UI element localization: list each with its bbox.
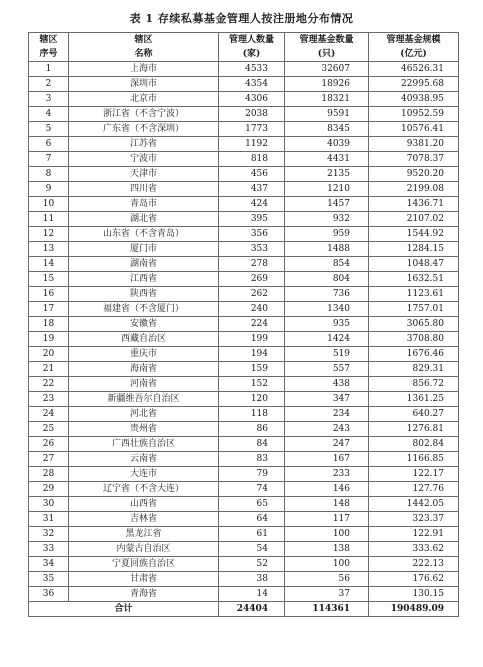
cell-index: 3 bbox=[29, 92, 69, 107]
cell-region-name: 浙江省（不含宁波） bbox=[69, 107, 219, 122]
cell-region-name: 广西壮族自治区 bbox=[69, 437, 219, 452]
table-row bbox=[29, 167, 459, 182]
cell-fund-count: 1210 bbox=[285, 182, 369, 197]
cell-fund-count: 247 bbox=[285, 437, 369, 452]
cell-region-name: 深圳市 bbox=[69, 77, 219, 92]
cell-fund-scale: 1284.15 bbox=[369, 242, 459, 257]
cell-fund-count: 146 bbox=[285, 482, 369, 497]
table-row bbox=[29, 227, 459, 242]
table-row bbox=[29, 542, 459, 557]
table-row bbox=[29, 347, 459, 362]
cell-index: 28 bbox=[29, 467, 69, 482]
cell-index: 13 bbox=[29, 242, 69, 257]
cell-manager-count: 79 bbox=[219, 467, 285, 482]
cell-manager-count: 65 bbox=[219, 497, 285, 512]
cell-fund-scale: 1757.01 bbox=[369, 302, 459, 317]
cell-region-name: 云南省 bbox=[69, 452, 219, 467]
cell-index: 12 bbox=[29, 227, 69, 242]
cell-manager-count: 194 bbox=[219, 347, 285, 362]
cell-manager-count: 54 bbox=[219, 542, 285, 557]
cell-fund-count: 1457 bbox=[285, 197, 369, 212]
cell-manager-count: 269 bbox=[219, 272, 285, 287]
cell-fund-scale: 176.62 bbox=[369, 572, 459, 587]
cell-index: 36 bbox=[29, 587, 69, 602]
table-row bbox=[29, 77, 459, 92]
cell-region-name: 内蒙古自治区 bbox=[69, 542, 219, 557]
distribution-table bbox=[28, 32, 459, 617]
cell-fund-scale: 1676.46 bbox=[369, 347, 459, 362]
cell-fund-count: 854 bbox=[285, 257, 369, 272]
cell-fund-scale: 9520.20 bbox=[369, 167, 459, 182]
cell-index: 16 bbox=[29, 287, 69, 302]
cell-fund-count: 9591 bbox=[285, 107, 369, 122]
header-row-1 bbox=[29, 33, 459, 48]
cell-index: 25 bbox=[29, 422, 69, 437]
cell-fund-count: 167 bbox=[285, 452, 369, 467]
cell-region-name: 湖北省 bbox=[69, 212, 219, 227]
total-manager-count: 24404 bbox=[219, 602, 285, 617]
cell-manager-count: 4306 bbox=[219, 92, 285, 107]
table-row bbox=[29, 332, 459, 347]
header-funds-line2: (只) bbox=[285, 47, 369, 62]
cell-region-name: 江苏省 bbox=[69, 137, 219, 152]
cell-fund-scale: 1276.81 bbox=[369, 422, 459, 437]
table-row bbox=[29, 482, 459, 497]
cell-region-name: 宁波市 bbox=[69, 152, 219, 167]
cell-index: 33 bbox=[29, 542, 69, 557]
cell-index: 1 bbox=[29, 62, 69, 77]
cell-index: 14 bbox=[29, 257, 69, 272]
table-row bbox=[29, 587, 459, 602]
table-row bbox=[29, 557, 459, 572]
table-row bbox=[29, 122, 459, 137]
cell-fund-count: 519 bbox=[285, 347, 369, 362]
cell-fund-scale: 10576.41 bbox=[369, 122, 459, 137]
table-header bbox=[29, 33, 459, 62]
cell-region-name: 青岛市 bbox=[69, 197, 219, 212]
table-row bbox=[29, 197, 459, 212]
total-fund-scale: 190489.09 bbox=[369, 602, 459, 617]
cell-fund-count: 347 bbox=[285, 392, 369, 407]
cell-manager-count: 1773 bbox=[219, 122, 285, 137]
cell-fund-count: 959 bbox=[285, 227, 369, 242]
cell-fund-scale: 10952.59 bbox=[369, 107, 459, 122]
cell-region-name: 河南省 bbox=[69, 377, 219, 392]
cell-manager-count: 424 bbox=[219, 197, 285, 212]
cell-manager-count: 456 bbox=[219, 167, 285, 182]
table-row bbox=[29, 452, 459, 467]
table-row bbox=[29, 287, 459, 302]
cell-region-name: 贵州省 bbox=[69, 422, 219, 437]
table-row bbox=[29, 422, 459, 437]
cell-region-name: 安徽省 bbox=[69, 317, 219, 332]
cell-index: 8 bbox=[29, 167, 69, 182]
cell-manager-count: 4354 bbox=[219, 77, 285, 92]
cell-manager-count: 38 bbox=[219, 572, 285, 587]
cell-region-name: 西藏自治区 bbox=[69, 332, 219, 347]
cell-fund-scale: 7078.37 bbox=[369, 152, 459, 167]
table-row bbox=[29, 497, 459, 512]
cell-fund-count: 438 bbox=[285, 377, 369, 392]
cell-index: 2 bbox=[29, 77, 69, 92]
cell-index: 10 bbox=[29, 197, 69, 212]
cell-index: 7 bbox=[29, 152, 69, 167]
table-row bbox=[29, 182, 459, 197]
cell-fund-count: 148 bbox=[285, 497, 369, 512]
cell-fund-count: 234 bbox=[285, 407, 369, 422]
cell-fund-scale: 640.27 bbox=[369, 407, 459, 422]
total-label: 合计 bbox=[29, 602, 219, 617]
cell-fund-scale: 2199.08 bbox=[369, 182, 459, 197]
table-row bbox=[29, 212, 459, 227]
cell-fund-count: 557 bbox=[285, 362, 369, 377]
cell-index: 35 bbox=[29, 572, 69, 587]
cell-fund-count: 736 bbox=[285, 287, 369, 302]
cell-region-name: 天津市 bbox=[69, 167, 219, 182]
cell-manager-count: 278 bbox=[219, 257, 285, 272]
cell-manager-count: 395 bbox=[219, 212, 285, 227]
cell-region-name: 辽宁省（不含大连） bbox=[69, 482, 219, 497]
cell-fund-count: 100 bbox=[285, 557, 369, 572]
cell-fund-scale: 1442.05 bbox=[369, 497, 459, 512]
cell-fund-scale: 1123.61 bbox=[369, 287, 459, 302]
table-row bbox=[29, 572, 459, 587]
cell-manager-count: 353 bbox=[219, 242, 285, 257]
cell-index: 5 bbox=[29, 122, 69, 137]
table-title: 表 1 存续私募基金管理人按注册地分布情况 bbox=[129, 12, 354, 25]
cell-manager-count: 1192 bbox=[219, 137, 285, 152]
header-row-2 bbox=[29, 47, 459, 62]
header-funds-line1: 管理基金数量 bbox=[285, 33, 369, 48]
cell-region-name: 福建省（不含厦门） bbox=[69, 302, 219, 317]
cell-index: 18 bbox=[29, 317, 69, 332]
cell-index: 24 bbox=[29, 407, 69, 422]
cell-region-name: 山西省 bbox=[69, 497, 219, 512]
cell-fund-count: 804 bbox=[285, 272, 369, 287]
table-body bbox=[29, 62, 459, 617]
cell-index: 15 bbox=[29, 272, 69, 287]
cell-region-name: 吉林省 bbox=[69, 512, 219, 527]
cell-manager-count: 159 bbox=[219, 362, 285, 377]
cell-index: 27 bbox=[29, 452, 69, 467]
cell-fund-count: 2135 bbox=[285, 167, 369, 182]
cell-manager-count: 4533 bbox=[219, 62, 285, 77]
table-row bbox=[29, 377, 459, 392]
cell-fund-scale: 46526.31 bbox=[369, 62, 459, 77]
cell-fund-count: 935 bbox=[285, 317, 369, 332]
cell-manager-count: 52 bbox=[219, 557, 285, 572]
table-row bbox=[29, 272, 459, 287]
cell-region-name: 大连市 bbox=[69, 467, 219, 482]
cell-fund-scale: 9381.20 bbox=[369, 137, 459, 152]
cell-fund-scale: 333.62 bbox=[369, 542, 459, 557]
cell-fund-scale: 3708.80 bbox=[369, 332, 459, 347]
header-scale-line2: (亿元) bbox=[369, 47, 459, 62]
cell-fund-scale: 829.31 bbox=[369, 362, 459, 377]
cell-region-name: 山东省（不含青岛） bbox=[69, 227, 219, 242]
cell-index: 22 bbox=[29, 377, 69, 392]
cell-fund-scale: 3065.80 bbox=[369, 317, 459, 332]
cell-fund-scale: 2107.02 bbox=[369, 212, 459, 227]
cell-region-name: 河北省 bbox=[69, 407, 219, 422]
cell-fund-count: 4039 bbox=[285, 137, 369, 152]
table-row bbox=[29, 512, 459, 527]
cell-region-name: 北京市 bbox=[69, 92, 219, 107]
cell-index: 29 bbox=[29, 482, 69, 497]
table-row bbox=[29, 527, 459, 542]
cell-index: 17 bbox=[29, 302, 69, 317]
table-row bbox=[29, 92, 459, 107]
cell-region-name: 厦门市 bbox=[69, 242, 219, 257]
cell-fund-scale: 1361.25 bbox=[369, 392, 459, 407]
cell-manager-count: 86 bbox=[219, 422, 285, 437]
cell-region-name: 陕西省 bbox=[69, 287, 219, 302]
cell-region-name: 江西省 bbox=[69, 272, 219, 287]
cell-region-name: 黑龙江省 bbox=[69, 527, 219, 542]
header-name-line2: 名称 bbox=[69, 47, 219, 62]
header-managers-line2: (家) bbox=[219, 47, 285, 62]
cell-manager-count: 262 bbox=[219, 287, 285, 302]
cell-region-name: 海南省 bbox=[69, 362, 219, 377]
cell-fund-count: 117 bbox=[285, 512, 369, 527]
cell-fund-count: 56 bbox=[285, 572, 369, 587]
cell-index: 31 bbox=[29, 512, 69, 527]
cell-fund-count: 100 bbox=[285, 527, 369, 542]
cell-fund-count: 138 bbox=[285, 542, 369, 557]
cell-fund-count: 18926 bbox=[285, 77, 369, 92]
cell-region-name: 甘肃省 bbox=[69, 572, 219, 587]
total-fund-count: 114361 bbox=[285, 602, 369, 617]
cell-index: 20 bbox=[29, 347, 69, 362]
cell-fund-scale: 127.76 bbox=[369, 482, 459, 497]
table-row bbox=[29, 437, 459, 452]
cell-manager-count: 356 bbox=[219, 227, 285, 242]
cell-fund-count: 37 bbox=[285, 587, 369, 602]
cell-fund-scale: 802.84 bbox=[369, 437, 459, 452]
cell-fund-scale: 40938.95 bbox=[369, 92, 459, 107]
header-scale-line1: 管理基金规模 bbox=[369, 33, 459, 48]
cell-manager-count: 74 bbox=[219, 482, 285, 497]
cell-manager-count: 240 bbox=[219, 302, 285, 317]
cell-region-name: 新疆维吾尔自治区 bbox=[69, 392, 219, 407]
cell-index: 6 bbox=[29, 137, 69, 152]
cell-manager-count: 437 bbox=[219, 182, 285, 197]
cell-fund-count: 1340 bbox=[285, 302, 369, 317]
cell-index: 9 bbox=[29, 182, 69, 197]
cell-index: 11 bbox=[29, 212, 69, 227]
cell-region-name: 重庆市 bbox=[69, 347, 219, 362]
cell-manager-count: 2038 bbox=[219, 107, 285, 122]
cell-fund-count: 1488 bbox=[285, 242, 369, 257]
cell-fund-scale: 1436.71 bbox=[369, 197, 459, 212]
cell-fund-scale: 22995.68 bbox=[369, 77, 459, 92]
cell-region-name: 湖南省 bbox=[69, 257, 219, 272]
cell-fund-scale: 222.13 bbox=[369, 557, 459, 572]
cell-index: 19 bbox=[29, 332, 69, 347]
table-row bbox=[29, 242, 459, 257]
cell-fund-scale: 1544.92 bbox=[369, 227, 459, 242]
cell-manager-count: 84 bbox=[219, 437, 285, 452]
cell-fund-count: 8345 bbox=[285, 122, 369, 137]
cell-fund-count: 243 bbox=[285, 422, 369, 437]
table-row bbox=[29, 257, 459, 272]
cell-manager-count: 199 bbox=[219, 332, 285, 347]
cell-manager-count: 64 bbox=[219, 512, 285, 527]
cell-manager-count: 818 bbox=[219, 152, 285, 167]
cell-fund-scale: 1048.47 bbox=[369, 257, 459, 272]
cell-fund-count: 932 bbox=[285, 212, 369, 227]
table-row bbox=[29, 137, 459, 152]
cell-fund-scale: 856.72 bbox=[369, 377, 459, 392]
table-row bbox=[29, 467, 459, 482]
cell-fund-count: 4431 bbox=[285, 152, 369, 167]
cell-fund-scale: 1166.85 bbox=[369, 452, 459, 467]
cell-fund-scale: 122.17 bbox=[369, 467, 459, 482]
cell-fund-count: 18321 bbox=[285, 92, 369, 107]
cell-manager-count: 224 bbox=[219, 317, 285, 332]
header-name-line1: 辖区 bbox=[69, 33, 219, 48]
cell-index: 26 bbox=[29, 437, 69, 452]
cell-index: 34 bbox=[29, 557, 69, 572]
table-row bbox=[29, 362, 459, 377]
table-row bbox=[29, 152, 459, 167]
cell-fund-scale: 130.15 bbox=[369, 587, 459, 602]
cell-index: 30 bbox=[29, 497, 69, 512]
cell-index: 32 bbox=[29, 527, 69, 542]
table-row bbox=[29, 107, 459, 122]
table-row bbox=[29, 317, 459, 332]
table-row bbox=[29, 302, 459, 317]
cell-manager-count: 83 bbox=[219, 452, 285, 467]
cell-region-name: 青海省 bbox=[69, 587, 219, 602]
cell-region-name: 广东省（不含深圳） bbox=[69, 122, 219, 137]
cell-index: 23 bbox=[29, 392, 69, 407]
cell-manager-count: 14 bbox=[219, 587, 285, 602]
cell-index: 21 bbox=[29, 362, 69, 377]
cell-fund-count: 1424 bbox=[285, 332, 369, 347]
cell-fund-scale: 1632.51 bbox=[369, 272, 459, 287]
cell-manager-count: 152 bbox=[219, 377, 285, 392]
cell-manager-count: 118 bbox=[219, 407, 285, 422]
cell-region-name: 上海市 bbox=[69, 62, 219, 77]
cell-fund-scale: 323.37 bbox=[369, 512, 459, 527]
cell-fund-count: 32607 bbox=[285, 62, 369, 77]
cell-fund-count: 233 bbox=[285, 467, 369, 482]
cell-fund-scale: 122.91 bbox=[369, 527, 459, 542]
cell-manager-count: 120 bbox=[219, 392, 285, 407]
table-row bbox=[29, 62, 459, 77]
total-row bbox=[29, 602, 459, 617]
cell-region-name: 四川省 bbox=[69, 182, 219, 197]
header-idx-line1: 辖区 bbox=[29, 33, 69, 48]
table-row bbox=[29, 407, 459, 422]
cell-region-name: 宁夏回族自治区 bbox=[69, 557, 219, 572]
table-row bbox=[29, 392, 459, 407]
cell-index: 4 bbox=[29, 107, 69, 122]
header-managers-line1: 管理人数量 bbox=[219, 33, 285, 48]
cell-manager-count: 61 bbox=[219, 527, 285, 542]
header-idx-line2: 序号 bbox=[29, 47, 69, 62]
